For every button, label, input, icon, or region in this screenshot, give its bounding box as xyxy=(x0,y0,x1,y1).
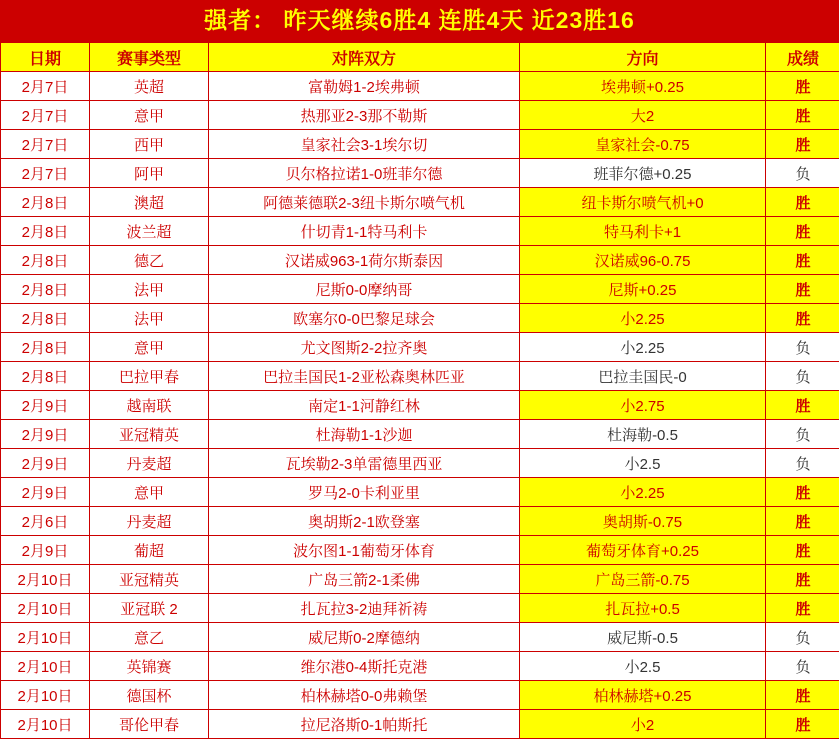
cell-type: 丹麦超 xyxy=(90,449,209,478)
cell-direction: 奥胡斯-0.75 xyxy=(520,507,766,536)
cell-direction: 埃弗顿+0.25 xyxy=(520,72,766,101)
cell-match: 尼斯0-0摩纳哥 xyxy=(209,275,520,304)
cell-type: 亚冠联 2 xyxy=(90,594,209,623)
cell-match: 威尼斯0-2摩德纳 xyxy=(209,623,520,652)
cell-date: 2月10日 xyxy=(1,652,90,681)
cell-match: 什切青1-1特马利卡 xyxy=(209,217,520,246)
cell-direction: 班菲尔德+0.25 xyxy=(520,159,766,188)
table-body xyxy=(1,72,839,739)
cell-result: 胜 xyxy=(766,391,839,420)
cell-type: 巴拉甲春 xyxy=(90,362,209,391)
cell-date: 2月9日 xyxy=(1,420,90,449)
table-row xyxy=(1,478,839,507)
table-row xyxy=(1,246,839,275)
table-row xyxy=(1,536,839,565)
predictions-table xyxy=(0,42,839,739)
cell-date: 2月10日 xyxy=(1,623,90,652)
cell-result: 负 xyxy=(766,449,839,478)
table-row xyxy=(1,623,839,652)
cell-direction: 皇家社会-0.75 xyxy=(520,130,766,159)
cell-result: 负 xyxy=(766,362,839,391)
cell-date: 2月8日 xyxy=(1,333,90,362)
table-row xyxy=(1,130,839,159)
cell-match: 南定1-1河静红林 xyxy=(209,391,520,420)
cell-match: 拉尼洛斯0-1帕斯托 xyxy=(209,710,520,739)
table-row xyxy=(1,420,839,449)
cell-result: 胜 xyxy=(766,188,839,217)
cell-match: 扎瓦拉3-2迪拜祈祷 xyxy=(209,594,520,623)
cell-direction: 小2 xyxy=(520,710,766,739)
cell-type: 法甲 xyxy=(90,304,209,333)
cell-date: 2月9日 xyxy=(1,391,90,420)
cell-direction: 尼斯+0.25 xyxy=(520,275,766,304)
cell-match: 瓦埃勒2-3单雷德里西亚 xyxy=(209,449,520,478)
cell-match: 罗马2-0卡利亚里 xyxy=(209,478,520,507)
cell-type: 德国杯 xyxy=(90,681,209,710)
cell-direction: 威尼斯-0.5 xyxy=(520,623,766,652)
cell-date: 2月8日 xyxy=(1,275,90,304)
cell-direction: 大2 xyxy=(520,101,766,130)
cell-result: 胜 xyxy=(766,130,839,159)
table-row xyxy=(1,391,839,420)
page-title: 强者： 昨天继续6胜4 连胜4天 近23胜16 xyxy=(0,0,839,42)
cell-match: 巴拉圭国民1-2亚松森奥林匹亚 xyxy=(209,362,520,391)
cell-type: 意甲 xyxy=(90,333,209,362)
header-row xyxy=(1,43,839,72)
cell-result: 胜 xyxy=(766,565,839,594)
cell-type: 波兰超 xyxy=(90,217,209,246)
cell-type: 意甲 xyxy=(90,101,209,130)
cell-result: 胜 xyxy=(766,217,839,246)
cell-date: 2月6日 xyxy=(1,507,90,536)
table-row xyxy=(1,101,839,130)
column-header-date: 日期 xyxy=(1,43,90,72)
cell-result: 负 xyxy=(766,159,839,188)
cell-type: 澳超 xyxy=(90,188,209,217)
table-row xyxy=(1,275,839,304)
cell-type: 丹麦超 xyxy=(90,507,209,536)
cell-type: 意甲 xyxy=(90,478,209,507)
table-row xyxy=(1,188,839,217)
cell-direction: 巴拉圭国民-0 xyxy=(520,362,766,391)
cell-type: 哥伦甲春 xyxy=(90,710,209,739)
cell-type: 西甲 xyxy=(90,130,209,159)
cell-date: 2月7日 xyxy=(1,72,90,101)
cell-direction: 小2.75 xyxy=(520,391,766,420)
cell-result: 负 xyxy=(766,623,839,652)
cell-match: 尤文图斯2-2拉齐奥 xyxy=(209,333,520,362)
cell-result: 胜 xyxy=(766,304,839,333)
cell-type: 法甲 xyxy=(90,275,209,304)
cell-direction: 小2.25 xyxy=(520,333,766,362)
cell-result: 胜 xyxy=(766,246,839,275)
cell-type: 英锦赛 xyxy=(90,652,209,681)
cell-result: 胜 xyxy=(766,507,839,536)
cell-type: 德乙 xyxy=(90,246,209,275)
table-row xyxy=(1,362,839,391)
table-row xyxy=(1,681,839,710)
cell-match: 皇家社会3-1埃尔切 xyxy=(209,130,520,159)
cell-direction: 纽卡斯尔喷气机+0 xyxy=(520,188,766,217)
table-row xyxy=(1,710,839,739)
cell-direction: 小2.25 xyxy=(520,478,766,507)
cell-match: 杜海勒1-1沙迦 xyxy=(209,420,520,449)
cell-result: 胜 xyxy=(766,478,839,507)
cell-result: 胜 xyxy=(766,710,839,739)
cell-direction: 小2.5 xyxy=(520,652,766,681)
cell-result: 胜 xyxy=(766,681,839,710)
cell-result: 胜 xyxy=(766,72,839,101)
cell-date: 2月10日 xyxy=(1,681,90,710)
cell-match: 维尔港0-4斯托克港 xyxy=(209,652,520,681)
cell-date: 2月9日 xyxy=(1,478,90,507)
cell-result: 胜 xyxy=(766,275,839,304)
cell-direction: 葡萄牙体育+0.25 xyxy=(520,536,766,565)
cell-match: 阿德莱德联2-3纽卡斯尔喷气机 xyxy=(209,188,520,217)
cell-result: 负 xyxy=(766,333,839,362)
cell-type: 英超 xyxy=(90,72,209,101)
cell-date: 2月8日 xyxy=(1,362,90,391)
column-header-match: 对阵双方 xyxy=(209,43,520,72)
cell-direction: 小2.5 xyxy=(520,449,766,478)
cell-result: 负 xyxy=(766,652,839,681)
cell-type: 越南联 xyxy=(90,391,209,420)
table-row xyxy=(1,652,839,681)
cell-type: 亚冠精英 xyxy=(90,420,209,449)
cell-direction: 柏林赫塔+0.25 xyxy=(520,681,766,710)
table-row xyxy=(1,507,839,536)
cell-date: 2月10日 xyxy=(1,710,90,739)
cell-date: 2月8日 xyxy=(1,188,90,217)
cell-date: 2月8日 xyxy=(1,304,90,333)
cell-match: 奥胡斯2-1欧登塞 xyxy=(209,507,520,536)
table-header xyxy=(1,43,839,72)
table-row xyxy=(1,333,839,362)
cell-direction: 广岛三箭-0.75 xyxy=(520,565,766,594)
cell-date: 2月7日 xyxy=(1,130,90,159)
table-row xyxy=(1,217,839,246)
table-row xyxy=(1,565,839,594)
cell-date: 2月8日 xyxy=(1,246,90,275)
cell-match: 贝尔格拉诺1-0班菲尔德 xyxy=(209,159,520,188)
cell-date: 2月10日 xyxy=(1,594,90,623)
cell-date: 2月10日 xyxy=(1,565,90,594)
cell-match: 广岛三箭2-1柔佛 xyxy=(209,565,520,594)
cell-type: 亚冠精英 xyxy=(90,565,209,594)
cell-direction: 汉诺威96-0.75 xyxy=(520,246,766,275)
table-row xyxy=(1,159,839,188)
cell-date: 2月8日 xyxy=(1,217,90,246)
table-row xyxy=(1,72,839,101)
cell-type: 阿甲 xyxy=(90,159,209,188)
cell-date: 2月7日 xyxy=(1,101,90,130)
table-row xyxy=(1,304,839,333)
cell-type: 意乙 xyxy=(90,623,209,652)
cell-result: 胜 xyxy=(766,101,839,130)
table-row xyxy=(1,594,839,623)
cell-direction: 特马利卡+1 xyxy=(520,217,766,246)
cell-date: 2月7日 xyxy=(1,159,90,188)
table-row xyxy=(1,449,839,478)
column-header-direction: 方向 xyxy=(520,43,766,72)
cell-result: 胜 xyxy=(766,536,839,565)
cell-match: 欧塞尔0-0巴黎足球会 xyxy=(209,304,520,333)
cell-result: 负 xyxy=(766,420,839,449)
cell-date: 2月9日 xyxy=(1,536,90,565)
cell-type: 葡超 xyxy=(90,536,209,565)
cell-match: 汉诺威963-1荷尔斯泰因 xyxy=(209,246,520,275)
cell-match: 波尔图1-1葡萄牙体育 xyxy=(209,536,520,565)
column-header-type: 赛事类型 xyxy=(90,43,209,72)
cell-match: 富勒姆1-2埃弗顿 xyxy=(209,72,520,101)
cell-direction: 杜海勒-0.5 xyxy=(520,420,766,449)
cell-match: 柏林赫塔0-0弗赖堡 xyxy=(209,681,520,710)
cell-direction: 小2.25 xyxy=(520,304,766,333)
cell-match: 热那亚2-3那不勒斯 xyxy=(209,101,520,130)
cell-date: 2月9日 xyxy=(1,449,90,478)
cell-result: 胜 xyxy=(766,594,839,623)
cell-direction: 扎瓦拉+0.5 xyxy=(520,594,766,623)
column-header-result: 成绩 xyxy=(766,43,839,72)
